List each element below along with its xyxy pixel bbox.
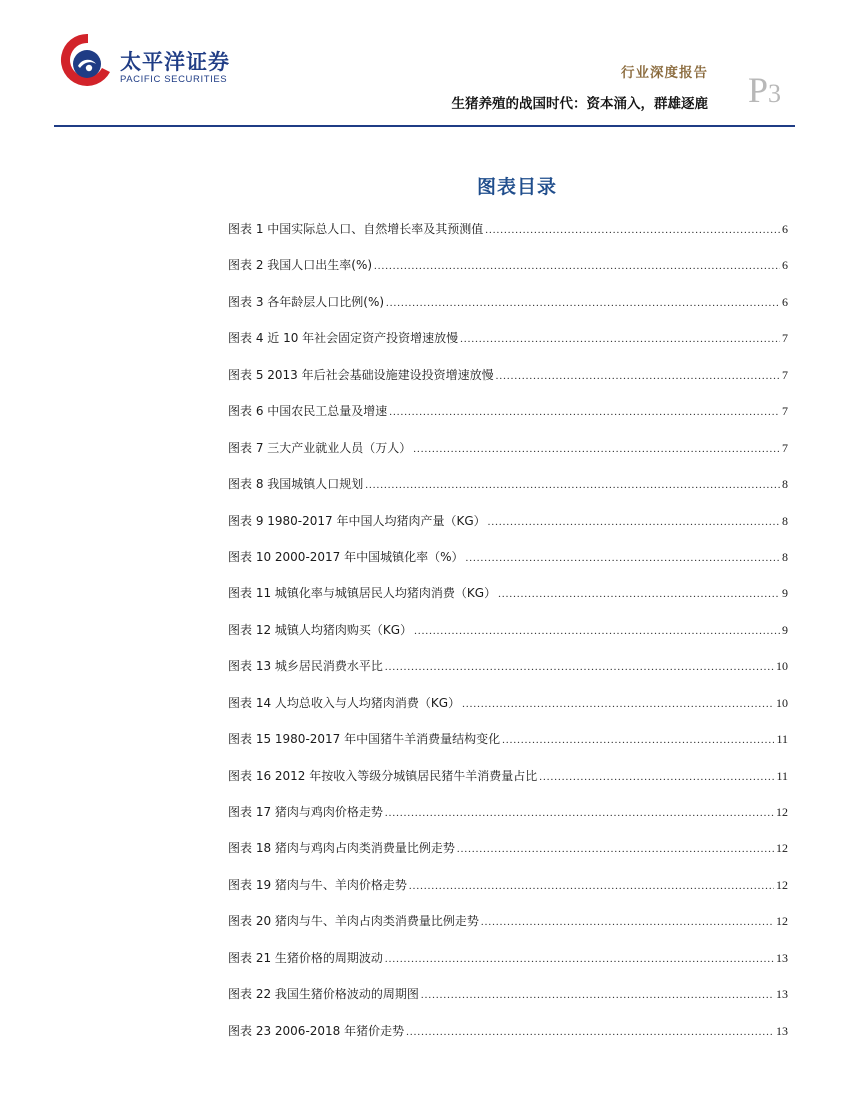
toc-entry-page: 6 xyxy=(782,222,788,236)
toc-entry-page: 12 xyxy=(776,805,788,819)
header-divider xyxy=(54,125,795,127)
toc-entry-label: 图表 9 1980-2017 年中国人均猪肉产量（KG） xyxy=(228,513,486,528)
toc-entry[interactable] xyxy=(228,728,788,764)
brand-name-en: PACIFIC SECURITIES xyxy=(120,74,228,85)
toc-entry[interactable] xyxy=(228,692,788,728)
toc-entry-page: 12 xyxy=(776,914,788,929)
toc-entry-page: 10 xyxy=(776,659,788,674)
toc-entry[interactable] xyxy=(228,254,788,290)
toc-entry[interactable] xyxy=(228,801,788,837)
toc-entry-label: 图表 19 猪肉与牛、羊肉价格走势 xyxy=(228,877,407,892)
toc-entry-page: 12 xyxy=(776,877,788,892)
toc-entry[interactable] xyxy=(228,910,788,946)
toc-entry[interactable] xyxy=(228,837,788,873)
pacific-securities-logo-icon xyxy=(58,30,114,92)
toc-entry-label: 图表 2 我国人口出生率(%) xyxy=(228,258,373,273)
toc-leader-dots xyxy=(485,219,780,241)
toc-entry-page: 7 xyxy=(782,331,788,346)
toc-entry-label: 图表 18 猪肉与鸡肉占肉类消费量比例走势 xyxy=(228,841,455,856)
toc-entry[interactable] xyxy=(228,619,788,655)
toc-entry-label: 图表 16 2012 年按收入等级分城镇居民猪牛羊消费量占比 xyxy=(228,768,538,783)
toc-entry-page: 7 xyxy=(782,367,788,382)
toc-entry-page: 12 xyxy=(776,841,788,856)
toc-entry[interactable] xyxy=(228,437,788,473)
toc-entry-label: 图表 8 我国城镇人口规划 xyxy=(228,477,364,492)
toc-entry-label: 图表 7 三大产业就业人员（万人） xyxy=(228,440,412,455)
toc-leader-dots xyxy=(457,838,774,860)
toc-entry-label: 图表 15 1980-2017 年中国猪牛羊消费量结构变化 xyxy=(228,732,501,747)
toc-leader-dots xyxy=(421,984,774,1006)
toc-entry-page: 8 xyxy=(782,549,788,564)
toc-entry-page: 8 xyxy=(782,477,788,492)
toc-entry-page: 10 xyxy=(776,695,788,710)
toc-leader-dots xyxy=(413,438,780,460)
toc-leader-dots xyxy=(389,401,780,423)
toc-entry-page: 11 xyxy=(776,732,788,747)
toc-entry-label: 图表 17 猪肉与鸡肉价格走势 xyxy=(228,805,383,819)
toc-leader-dots xyxy=(385,802,774,824)
toc-entry[interactable] xyxy=(228,874,788,910)
toc-entry-label: 图表 20 猪肉与牛、羊肉占肉类消费量比例走势 xyxy=(228,914,479,929)
toc-leader-dots xyxy=(365,474,780,496)
toc-entry[interactable] xyxy=(228,947,788,983)
toc-entry-label: 图表 21 生猪价格的周期波动 xyxy=(228,950,383,965)
toc-entry[interactable] xyxy=(228,473,788,509)
toc-leader-dots xyxy=(406,1021,774,1043)
toc-entry-label: 图表 6 中国农民工总量及增速 xyxy=(228,404,388,419)
toc-entry-label: 图表 3 各年龄层人口比例(%) xyxy=(228,294,385,309)
toc-entry-page: 6 xyxy=(782,258,788,273)
toc-entry[interactable] xyxy=(228,582,788,618)
report-title: 生猪养殖的战国时代：资本涌入，群雄逐鹿 xyxy=(451,96,708,112)
toc-entry-page: 13 xyxy=(776,987,788,1002)
toc-leader-dots xyxy=(409,875,774,897)
toc-entry[interactable] xyxy=(228,510,788,546)
toc-entry-label: 图表 10 2000-2017 年中国城镇化率（%） xyxy=(228,549,464,564)
toc-entry-label: 图表 11 城镇化率与城镇居民人均猪肉消费（KG） xyxy=(228,586,497,601)
toc-entry-label: 图表 23 2006-2018 年猪价走势 xyxy=(228,1023,405,1038)
toc-entry[interactable] xyxy=(228,655,788,691)
toc-entry-label: 图表 14 人均总收入与人均猪肉消费（KG） xyxy=(228,695,461,710)
toc-leader-dots xyxy=(488,511,780,533)
toc-leader-dots xyxy=(386,292,780,314)
toc-entry-label: 图表 1 中国实际总人口、自然增长率及其预测值 xyxy=(228,222,484,236)
toc-entry-page: 7 xyxy=(782,440,788,455)
page-header xyxy=(0,0,850,130)
toc-entry[interactable] xyxy=(228,765,788,801)
toc-entry-page: 13 xyxy=(776,1023,788,1038)
toc-entry-page: 6 xyxy=(782,294,788,309)
report-type: 行业深度报告 xyxy=(621,65,708,81)
toc-list xyxy=(228,218,788,1056)
brand-name-cn: 太平洋证券 xyxy=(120,50,230,74)
toc-entry-label: 图表 12 城镇人均猪肉购买（KG） xyxy=(228,622,413,637)
toc-entry-label: 图表 4 近 10 年社会固定资产投资增速放慢 xyxy=(228,331,459,346)
brand-logo xyxy=(58,30,288,92)
toc-leader-dots xyxy=(502,729,774,751)
toc-leader-dots xyxy=(496,365,780,387)
toc-entry[interactable] xyxy=(228,546,788,582)
toc-entry[interactable] xyxy=(228,327,788,363)
toc-leader-dots xyxy=(414,620,780,642)
toc-entry-page: 7 xyxy=(782,404,788,419)
toc-leader-dots xyxy=(466,547,780,569)
page-number-value: 3 xyxy=(768,79,782,108)
toc-entry[interactable] xyxy=(228,983,788,1019)
toc-entry-label: 图表 5 2013 年后社会基础设施建设投资增速放慢 xyxy=(228,367,494,382)
toc-entry-label: 图表 13 城乡居民消费水平比 xyxy=(228,659,383,674)
toc-leader-dots xyxy=(385,656,774,678)
toc-entry[interactable] xyxy=(228,291,788,327)
toc-entry-page: 9 xyxy=(782,586,788,601)
toc-entry-label: 图表 22 我国生猪价格波动的周期图 xyxy=(228,987,419,1002)
toc-leader-dots xyxy=(498,583,780,605)
toc-entry[interactable] xyxy=(228,1020,788,1056)
toc-entry[interactable] xyxy=(228,218,788,254)
toc-entry[interactable] xyxy=(228,364,788,400)
toc-leader-dots xyxy=(385,948,774,970)
page-number xyxy=(748,72,781,108)
toc-leader-dots xyxy=(539,766,774,788)
page-prefix: P xyxy=(748,70,769,110)
toc-title: 图表目录 xyxy=(476,176,557,198)
toc-leader-dots xyxy=(462,693,774,715)
toc-entry-page: 9 xyxy=(782,622,788,637)
toc-entry[interactable] xyxy=(228,400,788,436)
toc-entry-page: 13 xyxy=(776,950,788,965)
toc-entry-page: 11 xyxy=(776,768,788,783)
toc-entry-page: 8 xyxy=(782,513,788,528)
toc-leader-dots xyxy=(460,328,780,350)
toc-leader-dots xyxy=(481,911,774,933)
toc-leader-dots xyxy=(374,255,780,277)
